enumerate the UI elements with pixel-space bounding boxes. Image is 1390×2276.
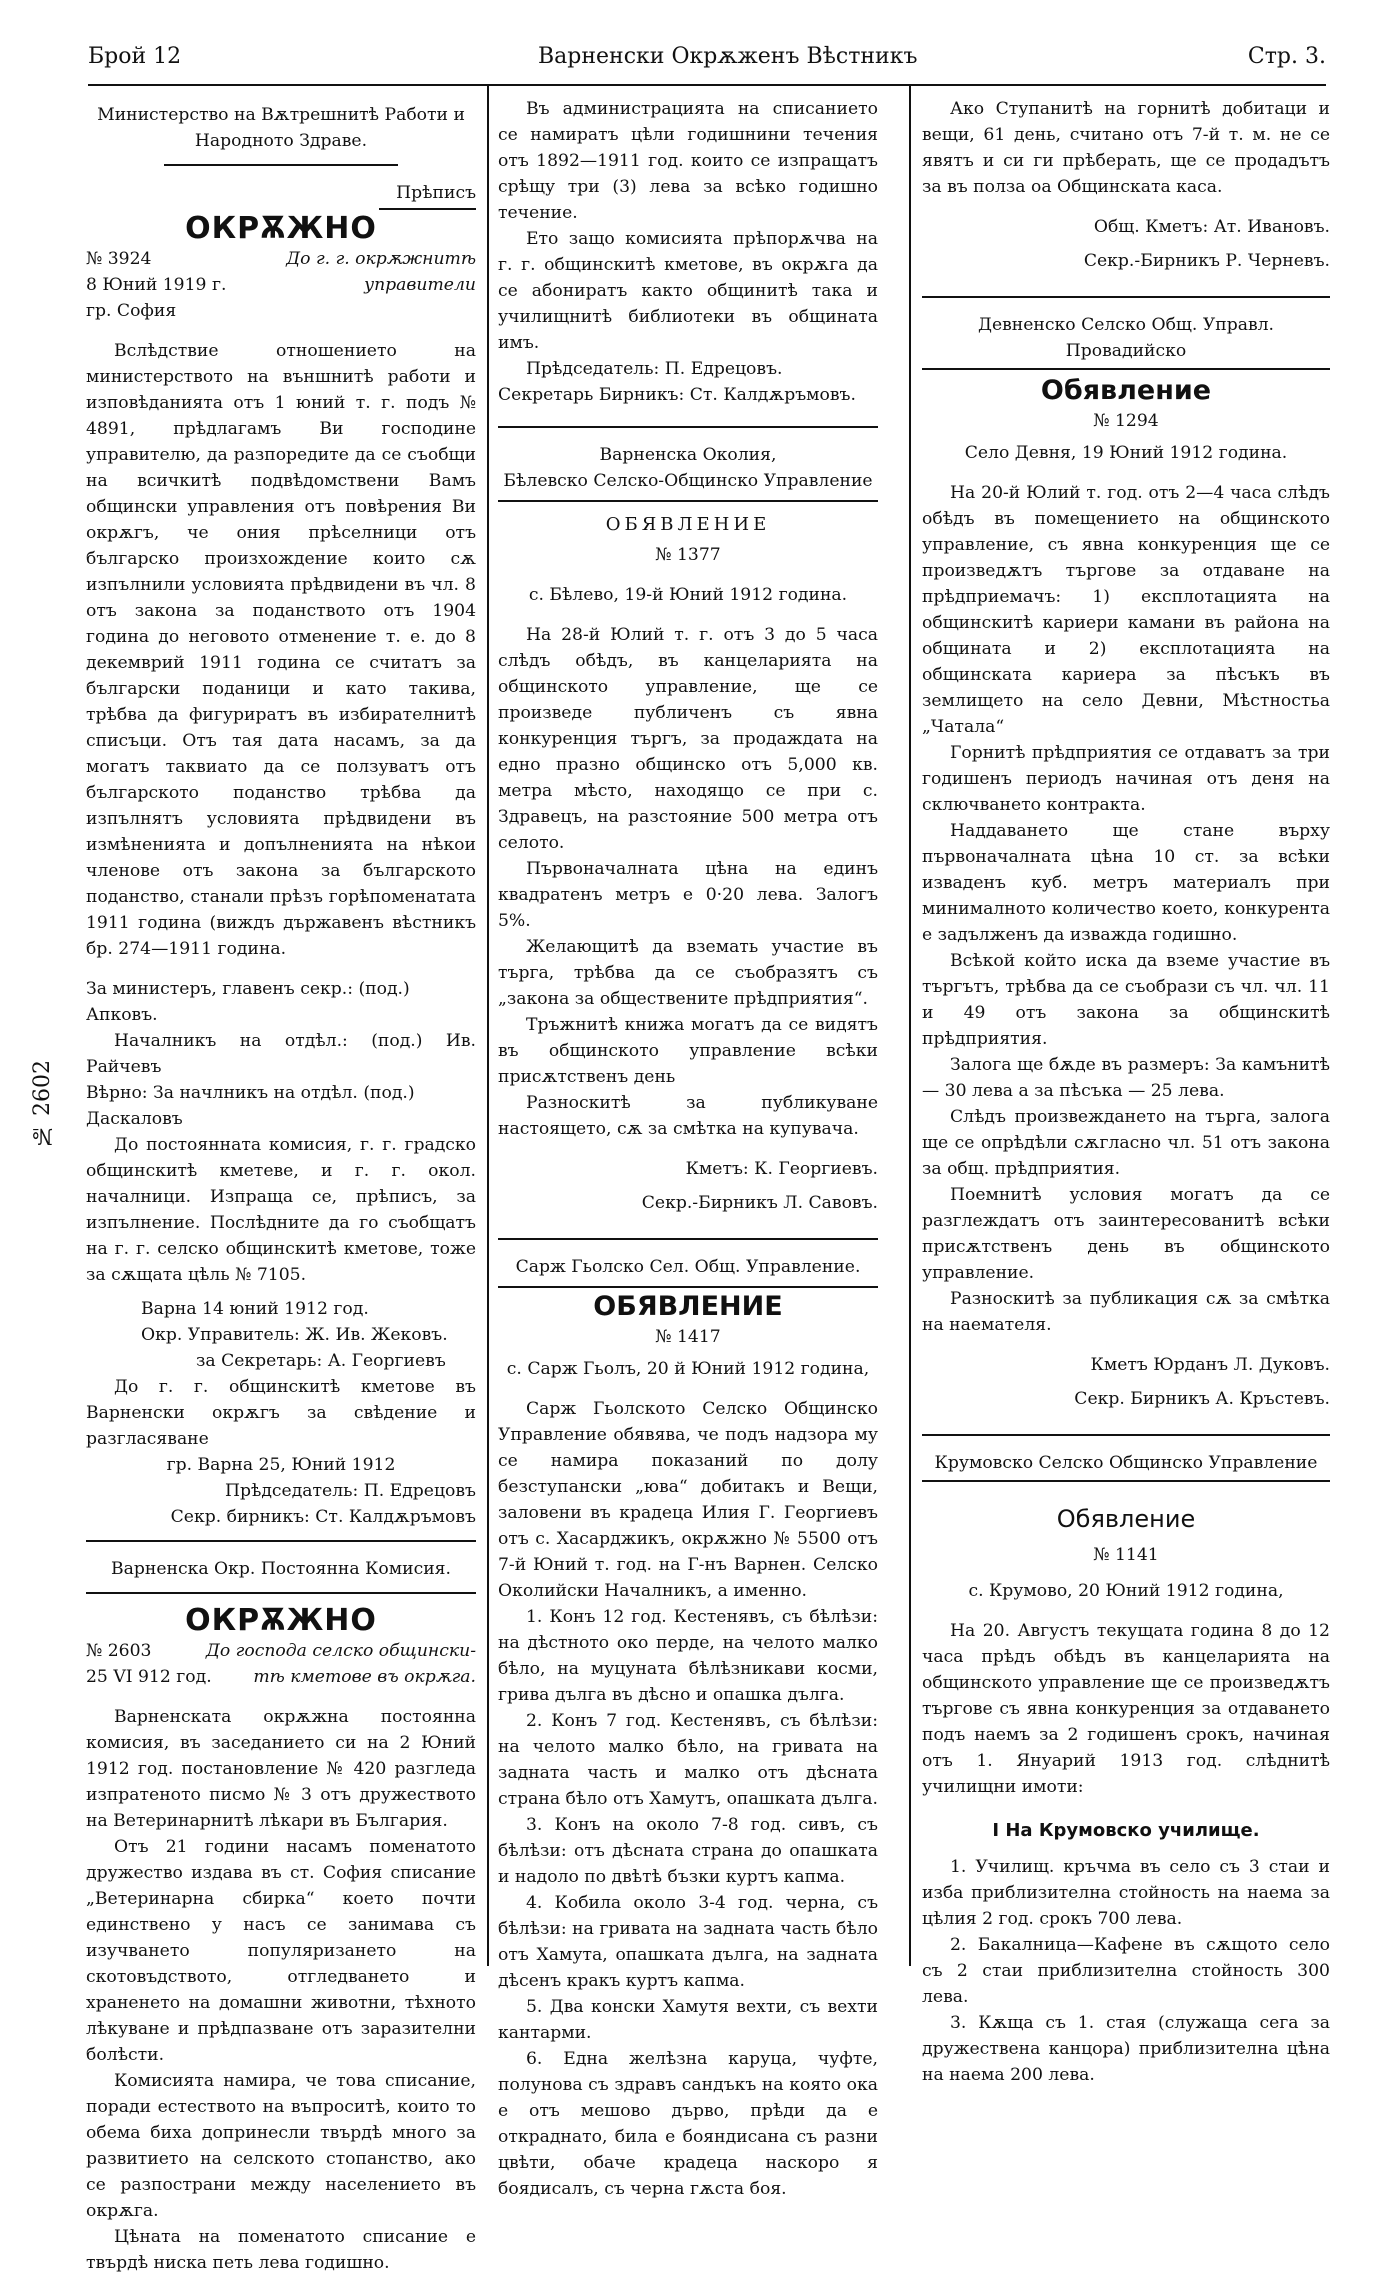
circular-2-title: ОКРѪЖНО [185, 1603, 377, 1638]
announcement-2-title: ОБЯВЛЕНИЕ [593, 1291, 783, 1322]
header-rule [88, 84, 1326, 86]
column-3 [922, 96, 1330, 2088]
section-rule [922, 368, 1330, 370]
section-rule [498, 500, 878, 502]
circular-1-title: ОКРѪЖНО [185, 211, 377, 246]
column-2 [498, 96, 878, 2202]
list-item: 4. Кобила около 3-4 год. черна, съ бѣлѣзи: на гривата на задната часть бѣло отъ Хамута, опашката дълга, на задната дѣсенъ кракъ куртъ капма. [498, 1893, 878, 1991]
announcement-1-paragraph: Желающитѣ да вземать участие въ търга, трѣбва да се съобразятъ съ „закона за обществените прѣдприятия“. [498, 937, 878, 1009]
belevo-header-2: Бѣлевско Селско-Общинско Управление [503, 471, 873, 491]
column-rule-1 [487, 86, 489, 1966]
section-rule [922, 1480, 1330, 1482]
signature: Началникъ на отдѣл.: (под.) Ив. Райчевъ [86, 1031, 476, 1077]
ministry-header: Министерство на Вѫтрешнитѣ Работи и Народното Здраве. [97, 105, 465, 151]
continued-paragraph: Въ администрацията на списанието се намиратъ цѣли годишнини течения отъ 1892—1911 год. които се изпращатъ срѣщу три (3) лева за всѣко годишно течение. [498, 99, 878, 223]
announcement-3-paragraph: Поемнитѣ условия могатъ да се разглеждатъ отъ заинтересованитѣ всѣки присѫтственъ день въ общинското управление. [922, 1185, 1330, 1283]
place-date: гр. Варна 25, Юний 1912 [166, 1455, 396, 1475]
continued-paragraph: Ако Ступанитѣ на горнитѣ добитаци и вещи, 61 день, считано отъ 7-й т. м. не се явятъ и си ги прѣберать, ще се продадътъ за въ полза оа Общинската каса. [922, 99, 1330, 197]
column-rule-2 [909, 86, 911, 1966]
signature: Вѣрно: За начлникъ на отдѣл. (под.) Даскаловъ [86, 1083, 415, 1129]
list-item: 3. Конъ на около 7-8 год. сивъ, съ бѣлѣзи: отъ дѣсната страна до опашката и надоло по двѣтѣ бъзки куртъ капма. [498, 1815, 878, 1887]
circular-1-forward: До постоянната комисия, г. г. градско общинскитѣ кметеве, и г. г. окол. началници. Изпраща се, прѣписъ, за изпълнение. Послѣдните да го съобщатъ на г. г. селско общинскитѣ кметове, тоже за сѫщата цѣль № 7105. [86, 1135, 476, 1285]
circular-1-date: 8 Юний 1919 г. [86, 275, 227, 295]
to-mayors: До г. г. общинскитѣ кметове въ Варненски окрѫгъ за свѣдение и разгласяване [86, 1377, 476, 1449]
announcement-1-number: № 1377 [655, 545, 721, 565]
announcement-4-title: Обявление [1056, 1505, 1196, 1533]
circular-1-meta-row [86, 272, 476, 298]
section-rule [498, 426, 878, 428]
announcement-1-date: с. Бѣлево, 19-й Юний 1912 година. [528, 585, 848, 605]
circular-2-meta-row [86, 1664, 476, 1690]
column-1 [86, 96, 476, 2276]
announcement-4-number: № 1141 [1093, 1545, 1159, 1565]
announcement-3-number: № 1294 [1093, 411, 1159, 431]
circular-2-paragraph: Варненската окрѫжна постоянна комисия, въ заседанието си на 2 Юний 1912 год. постановление № 420 разгледа изпратеното писмо № 3 отъ дружеството на Ветеринарнитѣ лѣкари въ България. [86, 1707, 476, 1831]
announcement-3-paragraph: На 20-й Юлий т. год. отъ 2—4 часа слѣдъ обѣдъ въ помещението на общинското управление, съ явна конкуренция ще се произведѫтъ търгове за отдаване на прѣдприемачъ: 1) експлотацията на общинскитѣ кариери камани въ района на общината и 2) експлотацията на общинската кариера за пѣсъкъ въ землището на село Девни, Мѣстностьа „Чатала“ [922, 483, 1330, 737]
signature: за Секретарь: А. Георгиевъ [196, 1351, 446, 1371]
page-number: Стр. 3. [1247, 44, 1326, 69]
circular-1-meta-row [86, 246, 476, 272]
circular-1-addressee-2: управители [364, 275, 476, 295]
section-rule [86, 1540, 476, 1542]
signature: Кметъ Юрданъ Л. Дуковъ. [1090, 1355, 1330, 1375]
signature: Кметъ: К. Георгиевъ. [685, 1159, 878, 1179]
belevo-header: Варненска Околия, [599, 445, 777, 465]
announcement-3-paragraph: Наддаването ще стане върху първоначалната цѣна 10 ст. за всѣки изваденъ куб. метръ материалъ при минималното количество което, конкурента е задълженъ да изважда годишно. [922, 821, 1330, 945]
section-rule [86, 1592, 476, 1594]
circular-2-meta-row [86, 1638, 476, 1664]
announcement-3-paragraph: Всѣкой който иска да вземе участие въ търгътъ, трѣбва да се съобрази съ чл. чл. 11 и 49 отъ закона за общинскитѣ прѣдприятия. [922, 951, 1330, 1049]
newspaper-title: Варненски Окрѫженъ Вѣстникъ [538, 44, 918, 69]
signature: Прѣдседатель: П. Едрецовъ. [526, 359, 783, 379]
announcement-3-date: Село Девня, 19 Юний 1912 година. [964, 443, 1288, 463]
list-item: 1. Конъ 12 год. Кестенявъ, съ бѣлѣзи: на дѣстното око перде, на челото малко бѣло, на муцуната бѣлѣзникави косми, грива дълга въ дѣсно и опашка дълга. [498, 1607, 878, 1705]
signature: Секр. Бирникъ А. Кръстевъ. [1074, 1389, 1330, 1409]
list-item: 5. Два конски Хамутя вехти, съ вехти кантарми. [498, 1997, 878, 2043]
side-number: № 2602 [30, 1060, 55, 1148]
signature: Секр. бирникъ: Ст. Калдѫръмовъ [170, 1507, 476, 1527]
circular-2-addressee-2: тѣ кметове въ окрѫга. [253, 1667, 476, 1687]
announcement-2-number: № 1417 [655, 1327, 721, 1347]
announcement-1-paragraph: Първоначалната цѣна на единъ квадратенъ метръ е 0·20 лева. Залогъ 5%. [498, 859, 878, 931]
signature: За министеръ, главенъ секр.: (под.) Апковъ. [86, 979, 410, 1025]
list-item: 1. Училищ. кръчма въ село съ 3 стаи и изба приблизителна стойность на наема за цѣлия 2 год. срокъ 700 лева. [922, 1857, 1330, 1929]
announcement-3-paragraph: Залога ще бѫде въ размеръ: За камънитѣ — 30 лева а за пѣсъка — 25 лева. [922, 1055, 1330, 1101]
circular-2-paragraph: Отъ 21 години насамъ поменатото дружество издава въ ст. София списание „Ветеринарна сбирка“ което почти единствено у насъ се занимава съ изучването популяризането на скотовъдството, отгледването и храненето на домашни животни, тѣхното лѣкуване и прѣдпазване отъ заразителни болѣсти. [86, 1837, 476, 2065]
list-item: 3. Кѫща съ 1. стая (служаща сега за дружествена канцора) приблизителна цѣна на наема 200 лева. [922, 2013, 1330, 2085]
announcement-3-title: Обявление [1040, 375, 1212, 406]
signature: Секретарь Бирникъ: Ст. Калдѫръмовъ. [498, 385, 856, 405]
circular-1-addressee: До г. г. окрѫжнитѣ [286, 249, 476, 269]
circular-1-city: гр. София [86, 301, 177, 321]
signature: Секр.-Бирникъ Р. Черневъ. [1083, 251, 1330, 271]
signature: Секр.-Бирникъ Л. Савовъ. [641, 1193, 878, 1213]
issue-number: Брой 12 [88, 44, 182, 69]
announcement-3-paragraph: Разноскитѣ за публикация сѫ за смѣтка на наемателя. [922, 1289, 1330, 1335]
list-item: 6. Една желѣзна каруца, чуфте, полунова съ здравъ сандъкъ на която ока е отъ мешово дърво, прѣди да е откраднато, била е бояндисана съ разни цвѣти, обаче крадеца наскоро я боядисалъ, съ черна гѫста боя. [498, 2049, 878, 2199]
krumovo-header: Крумовско Селско Общинско Управление [934, 1453, 1318, 1473]
signature: Прѣдседатель: П. Едрецовъ [224, 1481, 476, 1501]
section-rule [922, 296, 1330, 298]
circular-2-date: 25 VI 912 год. [86, 1667, 212, 1687]
announcement-1-paragraph: Тръжнитѣ книжа могатъ да се видятъ въ общинското управление всѣки присѫтственъ день [498, 1015, 878, 1087]
announcement-4-paragraph: На 20. Августъ текущата година 8 до 12 часа прѣдъ обѣдъ въ канцеларията на общинското управление ще се произведѫтъ търгове съ явна конкуренция за отдаването подъ наемъ за 2 годишенъ срокъ, начиная отъ 1. Януарий 1913 год. слѣднитѣ училищни имоти: [922, 1621, 1330, 1797]
circular-2-number: № 2603 [86, 1641, 152, 1661]
announcement-2-date: с. Сарж Гьолъ, 20 й Юний 1912 година, [506, 1359, 870, 1379]
page-header [88, 44, 1326, 84]
circular-2-paragraph: Комисията намира, че това списание, поради естеството на въпроситѣ, които то обема биха допринесли твърдѣ много за развитието на селското стопанство, ако се разпострани между населението въ окрѫга. [86, 2071, 476, 2221]
announcement-3-paragraph: Слѣдъ произвеждането на търга, залога ще се опрѣдѣли сѫгласно чл. 51 отъ закона за общ. прѣдприятия. [922, 1107, 1330, 1179]
signature: Окр. Управитель: Ж. Ив. Жековъ. [141, 1325, 448, 1345]
copy-label: Прѣписъ [396, 183, 476, 203]
announcement-1-paragraph: Разноскитѣ за публикуване настоящето, сѫ за смѣтка на купувача. [498, 1093, 878, 1139]
circular-2-addressee: До господа селско общински- [205, 1641, 476, 1661]
announcement-1-paragraph: На 28-й Юлий т. г. отъ 3 до 5 часа слѣдъ обѣдъ, въ канцеларията на общинското управление, ще се произведе публиченъ съ явна конкуренция търгъ, за продаждата на едно празно общинско отъ 5,000 кв. метра мѣсто, находящо се при с. Здравецъ, на разстояние 500 метра отъ селото. [498, 625, 878, 853]
circular-1-body: Вслѣдствие отношението на министерството на външнитѣ работи и изповѣданията отъ 1 юний т. г. подъ № 4891, прѣдлагамъ Ви господине управителю, да разпоредите да се съобщи на всичкитѣ подвѣдомствени Вамъ общински управления отъ повѣрения Ви окрѫгъ, че ония прѣселници отъ българско произхождение които сѫ изпълнили условията прѣдвидени въ чл. 8 отъ закона за поданството отъ 1904 година до неговото отменение т. е. до 8 декемврий 1911 година се считатъ за български поданици и като такива, трѣбва да фигуриратъ въ избирателнитѣ списъци. Отъ тая дата насамъ, за да могатъ таквиато да се ползуватъ отъ българското поданство трѣбва да изпълнятъ условията прѣдвидени въ измѣненията и допълненията на нѣкои членове отъ закона за българското поданство, станали прѣзъ горѣпоменатата 1911 година (виждъ държавенъ вѣстникъ бр. 274—1911 година. [86, 341, 476, 959]
section-rule [498, 1238, 878, 1240]
circular-1-number: № 3924 [86, 249, 152, 269]
announcement-2-paragraph: Сарж Гьолското Селско Общинско Управление обявява, че подъ надзора му се намира показаний по долу безступански „юва“ добитакъ и Вещи, заловени въ крадеца Илия Г. Георгиевъ отъ с. Хасарджикъ, окрѫжно № 5500 отъ 7-й Юний т. год. на Г-нъ Варнен. Селско Околийски Началникъ, а именно. [498, 1399, 878, 1601]
circular-2-paragraph: Цѣната на поменатото списание е твърдѣ ниска петь лева годишно. [86, 2227, 476, 2273]
sarj-header: Сарж Гьолско Сел. Общ. Управление. [515, 1257, 861, 1277]
list-item: 2. Конъ 7 год. Кестенявъ, съ бѣлѣзи: на челото малко бѣло, на гривата на задната часть и малко отъ дѣсната страна бѣло отъ Хамутъ, опашката дълга. [498, 1711, 878, 1809]
place-date: Варна 14 юний 1912 год. [141, 1299, 369, 1319]
commission-header: Варненска Окр. Постоянна Комисия. [111, 1559, 451, 1579]
announcement-3-paragraph: Горнитѣ прѣдприятия се отдаватъ за три годишенъ периодъ начиная отъ деня на сключването контракта. [922, 743, 1330, 815]
announcement-4-section: I На Крумовско училище. [992, 1820, 1260, 1841]
announcement-1-title: ОБЯВЛЕНИЕ [605, 514, 771, 535]
signature: Общ. Кметъ: Ат. Ивановъ. [1093, 217, 1330, 237]
devnya-header: Девненско Селско Общ. Управл. Провадийско [977, 315, 1275, 361]
continued-paragraph: Ето защо комисията прѣпорѫчва на г. г. общинскитѣ кметове, въ окрѫга да се абониратъ както общинитѣ така и училищнитѣ библиотеки въ общината имъ. [498, 229, 878, 353]
list-item: 2. Бакалница—Кафене въ сѫщото село съ 2 стаи приблизителна стойность 300 лева. [922, 1935, 1330, 2007]
announcement-4-date: с. Крумово, 20 Юний 1912 година, [968, 1581, 1284, 1601]
section-rule [498, 1286, 878, 1288]
rule [379, 208, 477, 210]
section-rule [922, 1434, 1330, 1436]
rule [164, 164, 398, 166]
